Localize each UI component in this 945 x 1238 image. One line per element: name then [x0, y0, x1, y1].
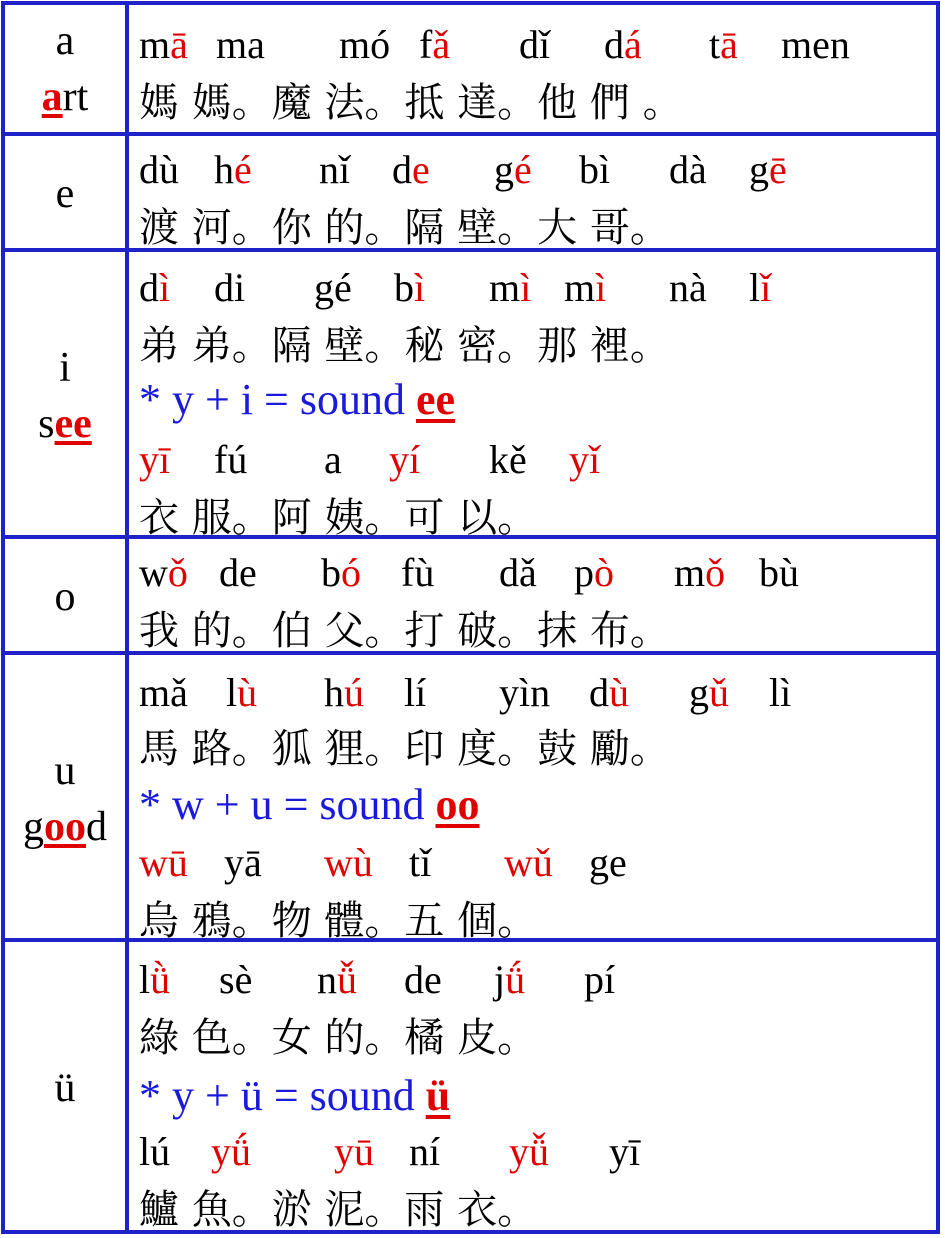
syllable-vowel-highlight: yǐ [569, 437, 601, 482]
example-word [42, 69, 89, 125]
syllable-initial: n [317, 957, 337, 1002]
pinyin-syllable [334, 1128, 374, 1175]
example-pre: s [38, 400, 55, 447]
examples-cell [129, 136, 936, 252]
syllable-vowel-highlight: ù [237, 670, 258, 715]
example-highlight: oo [44, 803, 86, 850]
syllable-initial: t [709, 22, 721, 67]
syllable-initial: ma [216, 22, 265, 67]
pinyin-syllable [219, 956, 252, 1003]
syllable-vowel-highlight: ǘ [505, 957, 526, 1002]
pinyin-syllable [139, 1128, 170, 1175]
syllable-vowel-highlight: yǘ [211, 1129, 251, 1174]
syllable-vowel-highlight: ì [159, 265, 171, 310]
syllable-vowel-highlight: ǒ [705, 550, 726, 595]
pinyin-syllable [317, 956, 357, 1003]
syllable-initial: m [139, 22, 171, 67]
syllable-initial: dǎ [499, 550, 537, 595]
syllable-initial: yìn [499, 670, 551, 715]
syllable-initial: d [139, 265, 159, 310]
pinyin-syllable [419, 21, 450, 68]
syllable-initial: mó [339, 22, 391, 67]
vowel-cell [5, 5, 129, 132]
pinyin-syllable [139, 264, 170, 311]
syllable-vowel-highlight: ē [769, 147, 787, 192]
syllable-initial: g [689, 670, 709, 715]
syllable-initial: h [324, 670, 344, 715]
pinyin-syllable [224, 839, 262, 886]
pinyin-syllable [604, 21, 642, 68]
syllable-vowel-highlight: ì [595, 265, 607, 310]
syllable-vowel-highlight: wū [139, 840, 188, 885]
syllable-initial: m [489, 265, 521, 310]
syllable-vowel-highlight: ā [170, 22, 188, 67]
syllable-initial: b [394, 265, 414, 310]
pinyin-syllable [709, 21, 738, 68]
rule-text: * y + i = sound [139, 375, 416, 424]
syllable-vowel-highlight: ì [520, 265, 532, 310]
pinyin-syllable [216, 21, 265, 68]
syllable-initial: d [392, 147, 412, 192]
syllable-vowel-highlight: é [234, 147, 252, 192]
pinyin-syllable [749, 146, 787, 193]
syllable-initial: ní [409, 1129, 441, 1174]
pinyin-syllable [689, 669, 729, 716]
pinyin-syllable [392, 146, 430, 193]
syllable-initial: dà [669, 147, 707, 192]
syllable-vowel-highlight: ǔ [709, 670, 729, 715]
syllable-initial: fú [214, 437, 248, 482]
syllable-initial: p [574, 550, 594, 595]
syllable-vowel-highlight: ó [341, 550, 361, 595]
pinyin-syllable [409, 1128, 440, 1175]
pinyin-syllable [404, 669, 426, 716]
syllable-initial: w [139, 550, 168, 595]
pinyin-syllable [211, 1128, 251, 1175]
syllable-initial: j [494, 957, 506, 1002]
syllable-vowel-highlight: wù [324, 840, 373, 885]
rule-sound-highlight: ü [425, 1071, 451, 1120]
syllable-initial: dù [139, 147, 179, 192]
pinyin-syllable [139, 146, 179, 193]
syllable-initial: d [604, 22, 624, 67]
syllable-initial: a [324, 437, 342, 482]
syllable-initial: men [781, 22, 850, 67]
pinyin-syllable [401, 549, 434, 596]
syllable-vowel-highlight: ú [344, 670, 364, 715]
pinyin-syllable [489, 264, 531, 311]
row-u-umlaut [5, 938, 936, 1234]
syllable-initial: m [674, 550, 706, 595]
vowel-cell [5, 136, 129, 252]
pinyin-syllable [214, 146, 252, 193]
pinyin-syllable [394, 264, 425, 311]
vowel-letter: e [55, 171, 75, 217]
pinyin-syllable [504, 839, 553, 886]
pinyin-syllable [321, 549, 361, 596]
example-highlight: a [41, 73, 63, 120]
syllable-initial: l [749, 265, 761, 310]
vowel-cell [5, 655, 129, 942]
pinyin-syllable [494, 956, 525, 1003]
syllable-initial: de [404, 957, 442, 1002]
syllable-initial: d [589, 670, 609, 715]
syllable-initial: de [219, 550, 257, 595]
rule-note [139, 374, 455, 430]
syllable-initial: b [321, 550, 341, 595]
row-i [5, 248, 936, 539]
pinyin-syllable [499, 549, 537, 596]
pinyin-syllable [219, 549, 257, 596]
examples-cell [129, 5, 936, 132]
syllable-initial: yī [609, 1129, 641, 1174]
syllable-initial: lú [139, 1129, 171, 1174]
syllable-initial: lí [404, 670, 427, 715]
vowel-letter: u [54, 747, 76, 794]
pinyin-syllable [674, 549, 725, 596]
vowel-cell [5, 539, 129, 655]
pinyin-syllable [749, 264, 771, 311]
pinyin-syllable [139, 669, 188, 716]
vowel-letter: ü [54, 1065, 76, 1111]
row-o [5, 535, 936, 655]
rule-note [139, 779, 480, 835]
syllable-vowel-highlight: yǚ [509, 1129, 549, 1174]
pinyin-syllable [564, 264, 606, 311]
example-highlight: ee [54, 400, 92, 447]
vowel-letter: i [59, 344, 71, 391]
examples-cell [129, 252, 936, 539]
syllable-initial: l [139, 957, 151, 1002]
pinyin-syllable [324, 669, 364, 716]
pinyin-syllable [226, 669, 257, 716]
pinyin-syllable [499, 669, 550, 716]
example-word [38, 396, 92, 452]
pinyin-syllable [139, 21, 188, 68]
syllable-vowel-highlight: ā [720, 22, 738, 67]
example-post: rt [62, 73, 89, 120]
syllable-initial: tǐ [409, 840, 432, 885]
pinyin-syllable [509, 1128, 549, 1175]
pinyin-syllable [759, 549, 799, 596]
pinyin-syllable [584, 956, 615, 1003]
syllable-vowel-highlight: e [412, 147, 430, 192]
hanzi-line: 鱸 魚。淤 泥。雨 衣。 [139, 1187, 538, 1233]
pinyin-syllable [609, 1128, 640, 1175]
vowel-cell [5, 942, 129, 1234]
pinyin-vowel-table [1, 1, 940, 1234]
pinyin-syllable [489, 436, 527, 483]
examples-cell [129, 539, 936, 655]
pinyin-syllable [139, 436, 170, 483]
hanzi-line: 媽 媽。魔 法。抵 達。他 們 。 [139, 80, 683, 126]
syllable-vowel-highlight: wǔ [504, 840, 553, 885]
syllable-initial: bù [759, 550, 799, 595]
pinyin-syllable [389, 436, 420, 483]
syllable-initial: gé [314, 265, 352, 310]
pinyin-syllable [409, 839, 431, 886]
pinyin-syllable [589, 839, 627, 886]
row-a [5, 5, 936, 132]
hanzi-line: 弟 弟。隔 壁。秘 密。那 裡。 [139, 323, 670, 369]
syllable-vowel-highlight: é [514, 147, 532, 192]
pinyin-syllable [339, 21, 390, 68]
hanzi-line: 烏 鴉。物 體。五 個。 [139, 898, 538, 944]
syllable-initial: yā [224, 840, 262, 885]
syllable-vowel-highlight: yī [139, 437, 171, 482]
vowel-cell [5, 252, 129, 539]
syllable-initial: bì [579, 147, 611, 192]
syllable-initial: dǐ [519, 22, 551, 67]
syllable-vowel-highlight: yí [389, 437, 421, 482]
pinyin-syllable [769, 669, 791, 716]
pinyin-syllable [569, 436, 600, 483]
pinyin-syllable [314, 264, 352, 311]
syllable-initial: pí [584, 957, 616, 1002]
pinyin-syllable [404, 956, 442, 1003]
pinyin-syllable [324, 436, 342, 483]
pinyin-syllable [781, 21, 850, 68]
syllable-vowel-highlight: ì [414, 265, 426, 310]
syllable-vowel-highlight: ù [609, 670, 629, 715]
pinyin-syllable [324, 839, 373, 886]
hanzi-line: 綠 色。女 的。橘 皮。 [139, 1015, 538, 1061]
syllable-initial: nà [669, 265, 707, 310]
hanzi-line: 我 的。伯 父。打 破。抹 布。 [139, 608, 670, 654]
rule-sound-highlight: ee [415, 375, 456, 424]
hanzi-line: 渡 河。你 的。隔 壁。大 哥。 [139, 205, 670, 251]
examples-cell [129, 942, 936, 1234]
syllable-initial: m [564, 265, 596, 310]
syllable-vowel-highlight: ǒ [167, 550, 188, 595]
pinyin-syllable [139, 839, 188, 886]
syllable-vowel-highlight: ǐ [760, 265, 772, 310]
example-post: d [86, 803, 107, 850]
syllable-initial: nǐ [319, 147, 351, 192]
rule-text: * y + ü = sound [139, 1071, 426, 1120]
example-word [23, 799, 107, 855]
syllable-initial: l [226, 670, 238, 715]
syllable-initial: mǎ [139, 670, 188, 715]
syllable-vowel-highlight: á [624, 22, 642, 67]
syllable-vowel-highlight: yū [334, 1129, 374, 1174]
pinyin-syllable [214, 436, 247, 483]
syllable-vowel-highlight: ǎ [432, 22, 451, 67]
rule-note [139, 1070, 450, 1126]
row-e [5, 132, 936, 252]
syllable-initial: ge [589, 840, 627, 885]
pinyin-syllable [579, 146, 610, 193]
syllable-initial: lì [769, 670, 792, 715]
syllable-initial: sè [219, 957, 253, 1002]
hanzi-line: 馬 路。狐 狸。印 度。鼓 勵。 [139, 726, 670, 772]
pinyin-syllable [139, 549, 188, 596]
pinyin-syllable [139, 956, 170, 1003]
syllable-initial: h [214, 147, 234, 192]
vowel-letter: a [55, 17, 75, 64]
examples-cell [129, 655, 936, 942]
syllable-vowel-highlight: ǚ [337, 957, 357, 1002]
syllable-initial: fù [401, 550, 435, 595]
syllable-initial: g [749, 147, 769, 192]
pinyin-syllable [319, 146, 350, 193]
pinyin-syllable [214, 264, 245, 311]
syllable-initial: kě [489, 437, 527, 482]
pinyin-syllable [494, 146, 532, 193]
pinyin-syllable [574, 549, 614, 596]
syllable-initial: f [419, 22, 433, 67]
pinyin-syllable [669, 264, 707, 311]
syllable-initial: g [494, 147, 514, 192]
syllable-vowel-highlight: ǜ [150, 957, 171, 1002]
rule-sound-highlight: oo [435, 780, 480, 829]
vowel-letter: o [54, 574, 76, 620]
row-u [5, 651, 936, 942]
syllable-vowel-highlight: ò [594, 550, 614, 595]
pinyin-syllable [519, 21, 550, 68]
pinyin-syllable [589, 669, 629, 716]
pinyin-syllable [669, 146, 707, 193]
rule-text: * w + u = sound [139, 780, 436, 829]
example-pre: g [23, 803, 44, 850]
hanzi-line: 衣 服。阿 姨。可 以。 [139, 495, 538, 541]
syllable-initial: di [214, 265, 246, 310]
